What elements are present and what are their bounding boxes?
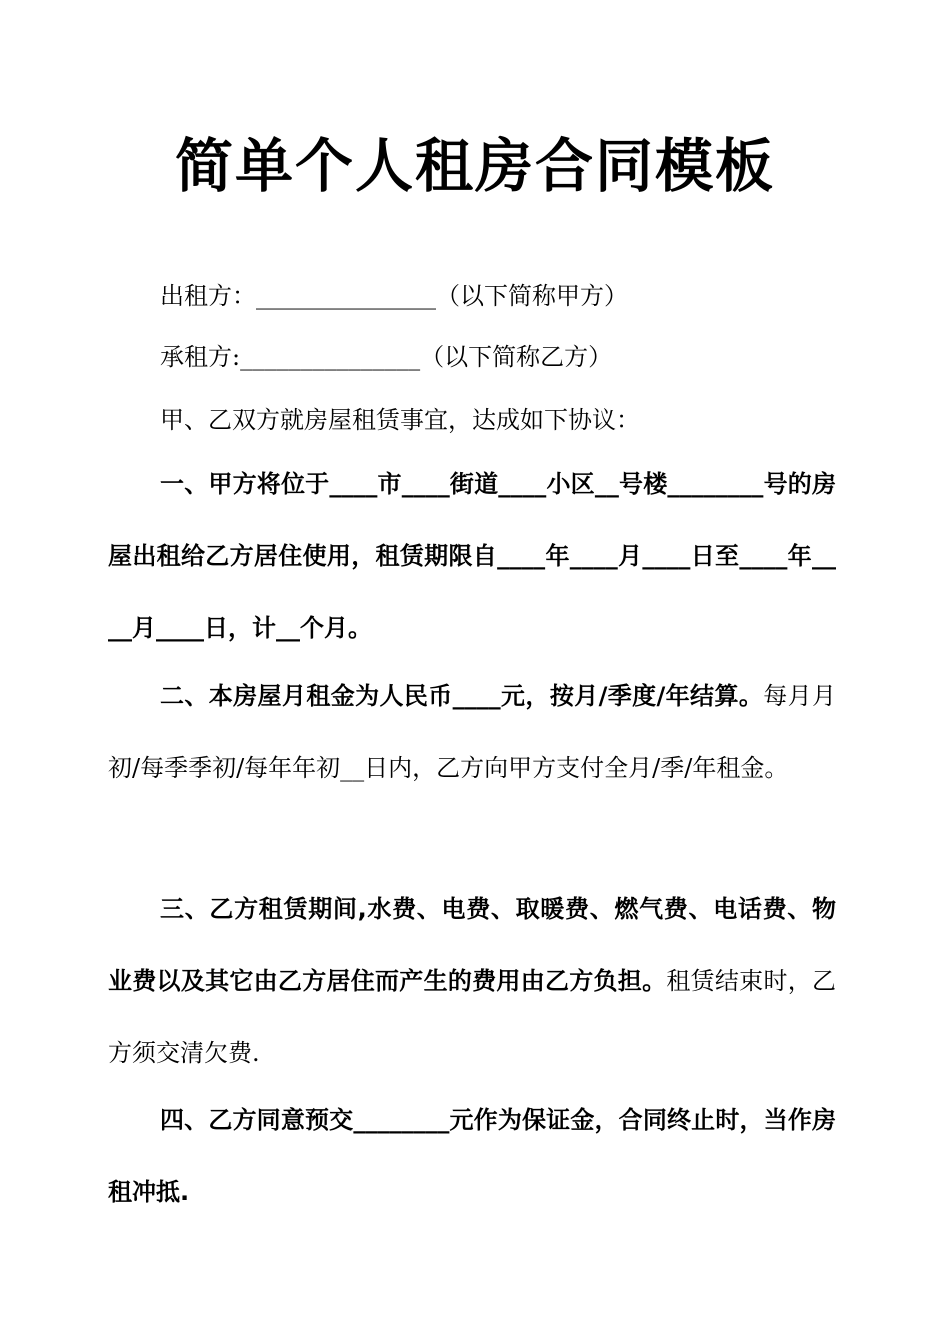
clause-2-normal: 每月月初/每季季初/每年年初__日内，乙方向甲方支付全月/季/年租金。	[108, 682, 837, 782]
document-title: 简单个人租房合同模板	[174, 132, 775, 200]
intro-line: 甲、乙双方就房屋租赁事宜，达成如下协议：	[160, 406, 640, 434]
clause-2-bold: 二、本房屋月租金为人民币____元，按月/季度/年结算。	[160, 682, 764, 710]
clause-3-bold: 三、乙方租赁期间,水费、电费、取暖费、燃气费、电话费、物业费以及其它由乙方居住而产生的费用由乙方负担。	[108, 895, 836, 995]
clause-3-normal: 租赁结束时，乙方须交清欠费.	[108, 967, 836, 1067]
landlord-line: 出租方：_______________（以下简称甲方）	[160, 282, 628, 310]
clause-3	[108, 873, 836, 1089]
clause-1: 一、甲方将位于____市____街道____小区__号楼________号的房屋出租给乙方居住使用，租赁期限自____年____月____日至____年____月____日，计__个月。	[108, 470, 836, 642]
tenant-line: 承租方:_______________（以下简称乙方）	[160, 343, 613, 371]
clause-4: 四、乙方同意预交________元作为保证金，合同终止时，当作房租冲抵.	[108, 1106, 836, 1206]
clause-2	[108, 660, 836, 804]
